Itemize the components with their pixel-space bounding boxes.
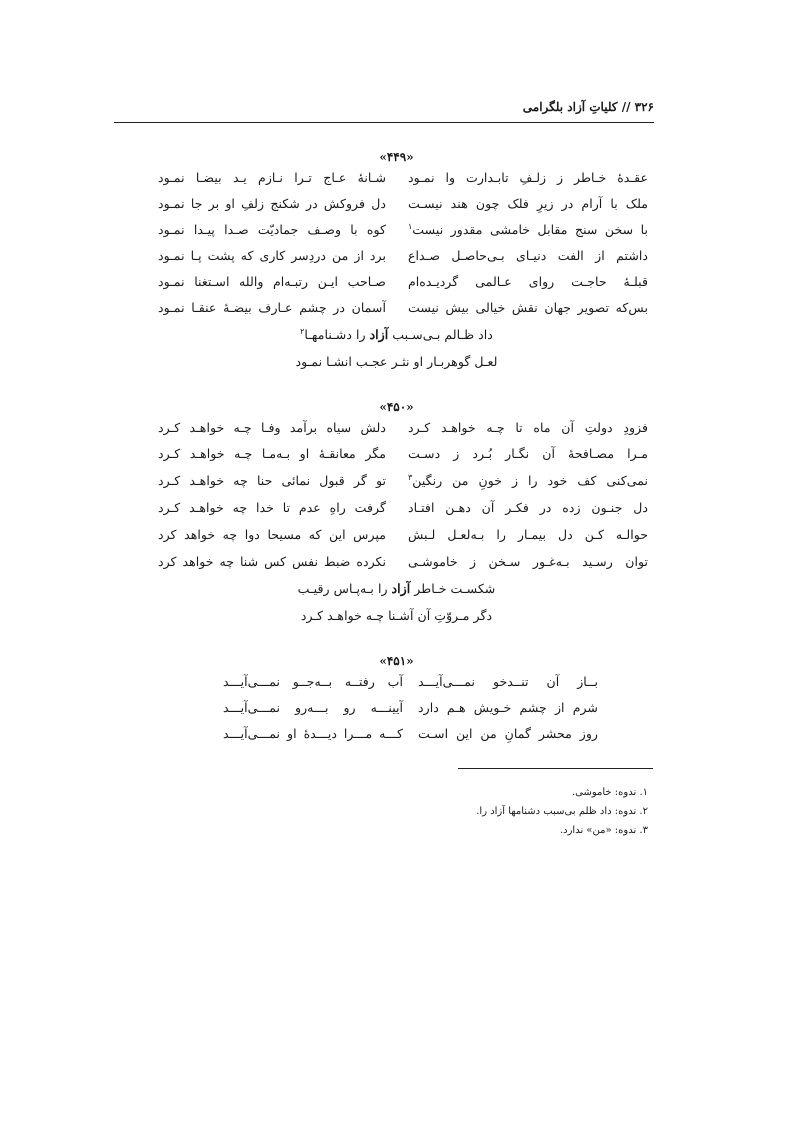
book-title: کلیاتِ آزاد بلگرامی	[522, 100, 618, 114]
hemistich-second: دلش سیاه برآمد وفـا چـه خواهـد کـرد	[158, 420, 386, 435]
hemistich-first: بس‌که تصویر جهان نقش خیالی بیش نیست	[408, 300, 648, 315]
hemistich-second: کـــه مـــرا دیـــدۀ او نمـــی‌آیـــد	[223, 726, 403, 741]
hemistich-first: دل جنـون زده در فکـر آن دهـن افتـاد	[408, 500, 648, 515]
hemistich-first: روز محشر گمانِ من این اسـت	[418, 726, 598, 741]
header-separator: //	[621, 100, 631, 114]
hemistich-second: صـاحب ایـن رتبـه‌ام والله اسـتغنا نمـود	[158, 274, 386, 289]
verse	[223, 671, 598, 693]
hemistich-first: داشتم از الفت دنیـای بـی‌حاصـل صـداع	[408, 248, 648, 263]
verse	[158, 497, 648, 519]
hemistich-first: نمی‌کنی کف خود را ز خونِ من رنگین$^۳$	[408, 472, 648, 488]
verse	[223, 723, 598, 745]
verse	[158, 193, 648, 215]
hemistich-second: برد از من دردِسر کاری که پشت پـا نمـود	[158, 248, 386, 263]
poem-number: «۴۴۹»	[379, 150, 414, 164]
footnote-marker: ۲	[300, 326, 305, 336]
poet-name: آزاد	[369, 327, 389, 342]
hemistich-second: مپرس این که مسیحا دوا چه خواهد کرد	[158, 527, 386, 542]
footnote: ۱. ندوه: خاموشی.	[571, 787, 648, 798]
hemistich-second: آیینـــه رو بـــه‌رو نمـــی‌آیـــد	[223, 700, 403, 715]
hemistich-first: شرم از چشم خـویش هـم دارد	[418, 700, 598, 715]
verse	[223, 697, 598, 719]
hemistich-first: توان رسـید بـه‌غـور سـخن ز خاموشـی	[408, 554, 648, 569]
footnote-marker: ۱	[408, 221, 413, 231]
verse	[158, 551, 648, 573]
page-header	[114, 96, 654, 123]
hemistich-first: مـرا مصـافحۀ آن نگـار بُـرد ز دسـت	[408, 446, 648, 461]
hemistich-second: گرفت راهِ عدم تا خدا چه خواهـد کـرد	[158, 500, 386, 515]
verse	[158, 245, 648, 267]
hemistich-first: قبلـۀ حاجـت روای عـالمی گردیـده‌ام	[408, 274, 648, 289]
verse	[158, 470, 648, 492]
page-number: ۳۲۶	[634, 100, 654, 114]
hemistich-second: نکرده ضبط نفس کس شنا چه خواهد کرد	[158, 554, 386, 569]
footnote-marker: ۳	[408, 472, 413, 482]
verse	[158, 417, 648, 439]
footnote-rule	[458, 768, 653, 769]
verse	[158, 167, 648, 189]
running-head	[523, 100, 654, 114]
hemistich-second: آسمان در چشم عـارف بیضـۀ عنقـا نمـود	[158, 300, 386, 315]
verse	[158, 524, 648, 546]
closing-line: دگر مـروّتِ آن آشـنا چـه خواهـد کـرد	[300, 608, 493, 623]
hemistich-first: فزودِ دولتِ آن ماه تا چـه خواهـد کـرد	[408, 420, 648, 435]
closing-line: داد ظـالم بـی‌سـبب آزاد را دشـنامهـا$^۲$	[300, 326, 493, 342]
hemistich-first: با سخن سنج مقابل خامشی مقدور نیست$^۱$	[408, 221, 648, 237]
hemistich-second: کوه با وصـف جمادیّت صـدا پیـدا نمـود	[158, 222, 386, 237]
hemistich-second: دل فروکش در شکنج زلفِ او بر جا نمـود	[158, 196, 386, 211]
verse	[158, 271, 648, 293]
footnote: ۲. ندوه: داد ظلم بی‌سبب دشنامها آزاد را.	[476, 806, 648, 817]
verse	[158, 297, 648, 319]
hemistich-first: بــاز آن تنــدخو نمـــی‌آیـــد	[418, 674, 598, 689]
poet-name: آزاد	[391, 581, 411, 596]
closing-line: شکسـت خـاطر آزاد را بـه‌پـاس رقیـب	[297, 581, 496, 596]
hemistich-first: ملک با آرام در زیرِ فلک چون هند نیسـت	[408, 196, 648, 211]
footnote: ۳. ندوه: «من» ندارد.	[559, 825, 648, 836]
poem-number: «۴۵۱»	[379, 654, 414, 668]
hemistich-second: تو گر قبول نمائی حنا چه خواهـد کـرد	[158, 473, 386, 488]
hemistich-second: آب رفتــه بــه‌جــو نمـــی‌آیـــد	[223, 674, 403, 689]
verse	[158, 219, 648, 241]
hemistich-second: مگر معانقـۀ او بـه‌مـا چـه خواهـد کـرد	[158, 446, 386, 461]
hemistich-first: عقـدۀ خـاطر ز زلـفِ تابـدارت وا نمـود	[408, 170, 648, 185]
closing-line: لعـل گوهربـار او نثـر عجـب انشـا نمـود	[295, 354, 498, 369]
poem-number: «۴۵۰»	[379, 400, 414, 414]
hemistich-first: حوالـه کـن دل بیمـار را بـه‌لعـل لـبش	[408, 527, 648, 542]
verse	[158, 443, 648, 465]
hemistich-second: شـانۀ عـاج تـرا نـازم یـد بیضـا نمـود	[158, 170, 386, 185]
